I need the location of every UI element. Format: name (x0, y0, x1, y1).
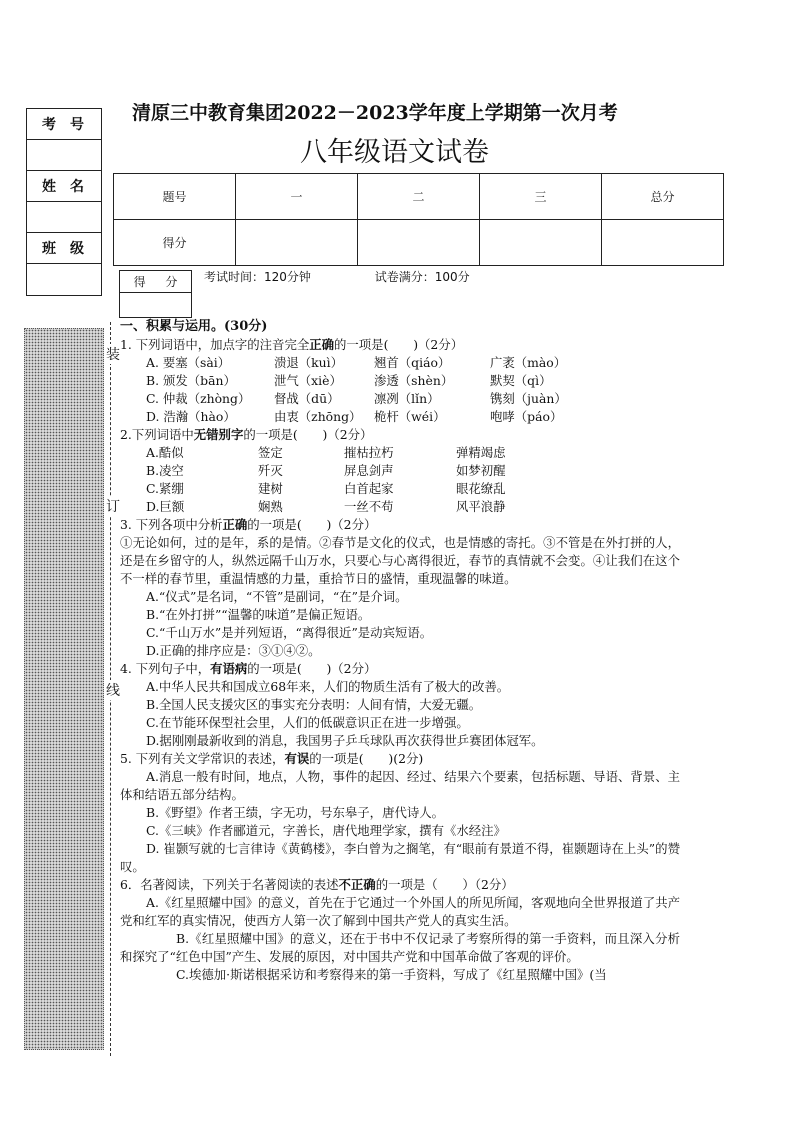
question-stem: 6．名著阅读，下列关于名著阅读的表述不正确的一项是（ ）（2分） (120, 877, 514, 892)
question-option-row[interactable]: D.巨额 娴熟 一丝不苟 风平浪静 (146, 499, 506, 514)
question-option[interactable]: C.《三峡》作者郦道元，字善长，唐代地理学家，撰有《水经注》 (146, 823, 506, 838)
score-input-cell[interactable] (358, 220, 480, 266)
bind-char-xian: 线 (106, 680, 120, 700)
question-option[interactable]: B.《野望》作者王绩，字无功，号东皋子，唐代诗人。 (146, 805, 445, 820)
kaohao-field[interactable] (27, 140, 101, 171)
banji-field[interactable] (27, 264, 101, 295)
score-cell: 题号 (114, 174, 236, 220)
kaohao-label: 考号 (27, 109, 101, 140)
question-option[interactable]: B.《红星照耀中国》的意义，还在于书中不仅记录了考察所得的第一手资料，而且深入分析和探究了“红色中国”产生、发展的原因，对中国共产党和中国革命做了客观的评价。 (120, 931, 680, 964)
exam-subtitle: 八年级语文试卷 (300, 137, 489, 168)
question-option[interactable]: B.“在外打拼”“温馨的味道”是偏正短语。 (146, 607, 371, 622)
score-cell: 得分 (114, 220, 236, 266)
exam-full-score: 试卷满分：100分 (374, 270, 470, 284)
question-option[interactable]: A.消息一般有时间，地点，人物，事件的起因、经过、结果六个要素，包括标题、导语、背景、主体和结语五部分结构。 (120, 769, 680, 802)
xingming-label: 姓名 (27, 171, 101, 202)
question-option-row[interactable]: A.酷似 签定 摧枯拉朽 弹精竭虑 (146, 445, 506, 460)
question-option[interactable]: D. 崔颢写就的七言律诗《黄鹤楼》，李白曾为之搁笔，有“眼前有景道不得，崔颢题诗在上头”的赞叹。 (120, 841, 680, 874)
score-input-cell[interactable] (236, 220, 358, 266)
exam-time: 考试时间：120分钟 (204, 270, 311, 284)
question-option-row[interactable]: B. 颁发（bān） 泄气（xiè） 渗透（shèn） 默契（qì） (146, 373, 552, 388)
score-cell: 总分 (602, 174, 724, 220)
question-passage: ①无论如何，过的是年，系的是情。②春节是文化的仪式，也是情感的寄托。③不管是在外打拼的人，还是在乡留守的人，纵然远隔千山万水，只要心与心离得很近，春节的真情就不会变。④让我们在这个不一样的春节里，重温情感的力量，重拾节日的盛情，重现温馨的味道。 (120, 535, 680, 586)
question-stem: 1. 下列词语中，加点字的注音完全正确的一项是( )（2分） (120, 337, 464, 352)
score-table-score-row (114, 220, 724, 266)
exam-title: 清原三中教育集团2022－2023学年度上学期第一次月考 (132, 102, 618, 124)
score-cell: 二 (358, 174, 480, 220)
question-option[interactable]: C.埃德加·斯诺根据采访和考察得来的第一手资料，写成了《红星照耀中国》(当 (176, 967, 607, 982)
section-score-box (119, 270, 192, 318)
binding-strip (24, 328, 104, 1050)
score-cell: 一 (236, 174, 358, 220)
bind-char-ding: 订 (106, 496, 120, 516)
score-table (113, 173, 724, 266)
student-info-box (26, 108, 102, 296)
question-option[interactable]: A.《红星照耀中国》的意义，首先在于它通过一个外国人的所见所闻，客观地向全世界报道了共产党和红军的真实情况，使西方人第一次了解到中国共产党人的真实生活。 (120, 895, 680, 928)
question-stem: 3. 下列各项中分析正确的一项是( )（2分） (120, 517, 377, 532)
question-option-row[interactable]: A. 要塞（sài） 溃退（kuì） 翘首（qiáo） 广袤（mào） (146, 355, 567, 370)
score-cell: 三 (480, 174, 602, 220)
section-score-label: 得 分 (120, 271, 191, 293)
question-option[interactable]: A.“仪式”是名词，“不管”是副词，“在”是介词。 (146, 589, 408, 604)
bind-char-zhuang: 装 (106, 344, 120, 364)
question-option-row[interactable]: C.紧绷 建树 白首起家 眼花缭乱 (146, 481, 506, 496)
question-option[interactable]: D.据刚刚最新收到的消息，我国男子乒乓球队再次获得世乒赛团体冠军。 (146, 733, 544, 748)
question-content (120, 318, 680, 984)
banji-label: 班级 (27, 233, 101, 264)
section-heading: 一、积累与运用。(30分) (120, 319, 268, 334)
question-stem: 4. 下列句子中，有语病的一项是( )（2分） (120, 661, 377, 676)
question-stem: 5. 下列有关文学常识的表述，有误的一项是( )(2分) (120, 751, 424, 766)
question-option-row[interactable]: B.凌空 歼灭 屏息剑声 如梦初醒 (146, 463, 506, 478)
question-option[interactable]: B.全国人民支援灾区的事实充分表明：人间有情，大爱无疆。 (146, 697, 482, 712)
question-stem: 2.下列词语中无错别字的一项是( )（2分） (120, 427, 373, 442)
question-option[interactable]: C.在节能环保型社会里，人们的低碳意识正在进一步增强。 (146, 715, 469, 730)
question-option[interactable]: C.“千山万水”是并列短语，“离得很近”是动宾短语。 (146, 625, 433, 640)
score-table-header-row (114, 174, 724, 220)
question-option-row[interactable]: C. 仲裁（zhòng） 督战（dū） 凛冽（lǐn） 镌刻（juàn） (146, 391, 567, 406)
score-input-cell[interactable] (602, 220, 724, 266)
exam-info (204, 268, 530, 285)
question-option[interactable]: A.中华人民共和国成立68年来，人们的物质生活有了极大的改善。 (146, 679, 510, 694)
question-option-row[interactable]: D. 浩瀚（hào） 由衷（zhōng） 桅杆（wéi） 咆哮（páo） (146, 409, 563, 424)
xingming-field[interactable] (27, 202, 101, 233)
score-input-cell[interactable] (480, 220, 602, 266)
question-option[interactable]: D.正确的排序应是：③①④②。 (146, 643, 321, 658)
